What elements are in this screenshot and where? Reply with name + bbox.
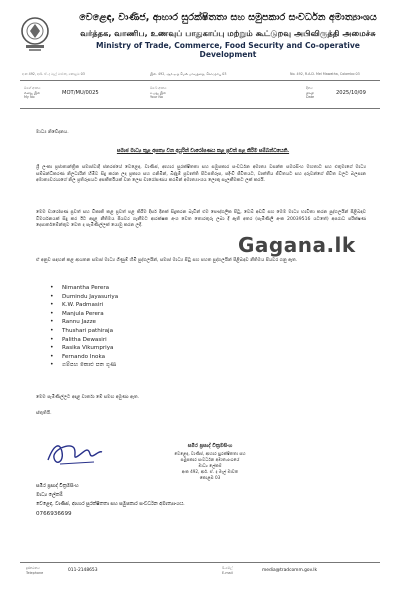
ministry-name-english: Ministry of Trade, Commerce, Food Security and Co-operative Development — [96, 41, 360, 59]
footer-divider — [20, 562, 380, 563]
header-divider — [20, 80, 380, 81]
regards: ස්තුතියි. — [36, 411, 52, 416]
list-item: • K.W. Padmasiri — [50, 301, 250, 310]
my-no-label: මගේ අංකය எனது இல My No — [24, 86, 41, 99]
ministry-name-sinhala: වෙළෙඳ, වාණිජ, ආහාර සුරක්ෂිතතා සහ සමුපකාර සංවර්ධන අමාත්‍යාංශය — [79, 12, 377, 23]
list-item: • Thushari pathiraja — [50, 327, 250, 336]
reference-row — [0, 85, 400, 107]
address-english: No. 492, R.A.D. Mel Mawatha, Colombo 03 — [290, 72, 360, 76]
letter-subject: සමාජ මාධ්‍ය තුළ අසත්‍ය වන අයුරින් චාරෝපණය කළ ප්‍රවත් පළ කිරීම සම්බන්ධයෙනි. — [116, 149, 290, 154]
list-item: • Nimantha Perera — [50, 284, 250, 293]
names-list — [50, 284, 250, 370]
list-item: • Palitha Dewasiri — [50, 336, 250, 345]
closing-line: මෙම පැමිණිල්ලට අදාළ වාර්තා මේ සමඟ අමුණා ඇත. — [36, 395, 140, 400]
handwritten-signature — [44, 438, 104, 470]
salutation: මාධ්‍ය නිවේදනය. — [36, 130, 69, 135]
date-value: 2025/10/09 — [336, 90, 366, 96]
list-item: • Dumindu Jayasuriya — [50, 293, 250, 302]
my-no-value: MOT/MU/0025 — [62, 90, 99, 96]
address-sinhala: අංක 492, ආර්. ඒ. ද මැල් මාවත, කොළඹ 03 — [22, 72, 85, 76]
list-item: • Manjula Perera — [50, 310, 250, 319]
telephone-value: 011-2148653 — [68, 568, 98, 573]
reference-divider — [20, 108, 380, 109]
letterhead — [0, 8, 400, 70]
address-tamil: இல. 492, ஆர்.ஏ.த மெல் மாவத்தை, கொழும்பு 03 — [150, 72, 227, 76]
signatory-ministry: වෙළෙඳ, වාණිජ, ආහාර සුරක්ෂිතතා සහ සමුපකාර සංවර්ධන අමාත්‍යාංශය. — [36, 502, 185, 507]
ministry-name-tamil: வர்த்தக, வாணிப, உணவுப் பாதுகாப்பு மற்றும் கூட்டுறவு அபிவிருத்தி அமைச்சு — [80, 28, 376, 38]
date-label: දිනය திகதி Date — [306, 86, 315, 99]
state-emblem-icon — [18, 14, 52, 54]
paragraph-3: ඒ අනුව සඳහන් කළ ආයතන සමාජ මාධ්‍ය ගිණුම් හිමි පුද්ගලයින්, සමාජ මාධ්‍ය පිටු සහ පහත පුද්ගලයින් පිළිබඳව නීතිමය පියවර ගනු ඇත. — [36, 258, 298, 263]
telephone-label: දුරකථනය Telephone — [26, 566, 44, 575]
list-item: • ගම්පහ කොළු පත ගුණ — [50, 361, 250, 370]
email-value: media@tradcomm.gov.lk — [262, 568, 318, 573]
list-item: • Fernando Inoka — [50, 353, 250, 362]
list-item: • Rannu Jazze — [50, 318, 250, 327]
signatory-phone: 0766936699 — [36, 511, 72, 517]
signatory-name: සමිර ප්‍රසාද් වික්‍රමසිංහ — [36, 484, 79, 489]
list-item: • Rasika Vikumpriya — [50, 344, 250, 353]
letter-page: වෙළෙඳ, වාණිජ, ආහාර සුරක්ෂිතතා සහ සමුපකාර සංවර්ධන අමාත්‍යාංශය வர்த்தக, வாணிப, உணவுப் பாதுகாப்பு மற்றும் கூட்டுறவு அபிவிருத்தி அமைச்சு Ministry of Trade, Commerce, Food Security and Co-operative Development අංක 492, ආර්. ඒ. ද මැල් මාවත, කොළඹ 03 இல. 492, ஆர்.ஏ.த மெல் மாவத்தை, கொழும்பு 03 No. 492, R.A.D. Mel Mawatha, Colombo 03 මගේ අංකය எனது இல My No MOT/MU/0025 ඔබේ අංකය உமது இல Your No දිනය திகதி Date 2025/10/09 මාධ්‍ය නිවේදනය. සමාජ මාධ්‍ය තුළ අසත්‍ය වන අයුරින් චාරෝපණය කළ ප්‍රවත් පළ කිරීම සම්බන්ධයෙනි. ශ්‍රී ලංකා ප්‍රජාතාන්ත්‍රික සමාජවාදී ජනරජයේ වෙළෙඳ, වාණිජ, ආහාර සුරක්ෂිතතා සහ සමුපකාර සංවර්ධන අමාත්‍ය වසන්ත සමරසිංහ මහතාට සහ එතුමාගේ මාධ්‍ය සම්බන්ධීකරණ නිලධාරීන් හිමිව සිදු කරන ලද ප්‍රකාශ සහ ගනිමින්, බිද්දුම් ප්‍රවෘත්ති පිටපතිරූප, පදිංචි ජීවිතයට, වෘත්තීය ජීවිතයට සහ දරුවන්ගේ ජීවිත වලට බලපාන අමාත්‍යවරයාගේ නිල ප්‍රතිරූපයට අපකීර්තියක් වන ලෙස චාරෝපණය කරමින් අමාත්‍යාංශය ලොකු සැලකීමකට ලක් කරයි. මෙම චාරෝපණ ප්‍රවත් සහ විකෘති කළ ප්‍රවත් පළ කිරීම දීර්ඝ දිනක් සිදුකරන බැවින් එම පෞද්ගලික පිටු, වෙබ් අඩවි සහ මෙම මාධ්‍ය භාවිතා කරන පුද්ගලයින් පිළිබඳව විමර්ශනයක් සිදු කර ඊට අදාළ නීතිමය පියවර ගැනීමට ආරක්ෂක අංශ වෙත තොරතුරු ලබා දී ඇති අතර (පැමිණිලි අංක 20039516 යටතේ) අපරාධ පරීක්ෂණ දෙපාර්තමේන්තුව වෙත ද පැමිණිල්ලක් යොමු කරන ලදී. ඒ අනුව සඳහන් කළ ආයතන සමාජ මාධ්‍ය ගිණුම් හිමි පුද්ගලයින්, සමාජ මාධ්‍ය පිටු සහ පහත පුද්ගලයින් පිළිබඳව නීතිමය පියවර ගනු ඇත. Gagana.lk • Nimantha Perera • Dumindu Jayasuriya • K.W. Padmasiri • Manjula Perera • Rannu Jazze • Thushari pathiraja • Palitha Dewasiri • Rasika Vikumpriya • Fernando Inoka • ගම්පහ කොළු පත ගුණ මෙම පැමිණිල්ලට අදාළ වාර්තා මේ සමඟ අමුණා ඇත. ස්තුතියි. සමිර ප්‍රසාද් වික්‍රමසිංහ වෙළෙඳ, වාණිජ, ආහාර සුරක්ෂිතතා සහ සමුපකාර සංවර්ධන අමාත්‍යාංශයේ මාධ්‍ය ලේකම් අංක 492, ආර්. ඒ. ද මැල් මාවත කොළඹ 03 සමිර ප්‍රසාද් වික්‍රමසිංහ මාධ්‍ය ලේකම් වෙළෙඳ, වාණිජ, ආහාර සුරක්ෂිතතා සහ සමුපකාර සංවර්ධන අමාත්‍යාංශය. 0766936699 දුරකථනය Telephone 011-2148653 ඊ-මේල් E-mail media@tradcomm.gov.lk — [0, 0, 400, 600]
your-no-label: ඔබේ අංකය உமது இல Your No — [150, 86, 167, 99]
signatory-title: මාධ්‍ය ලේකම් — [36, 493, 63, 498]
paragraph-2: මෙම චාරෝපණ ප්‍රවත් සහ විකෘති කළ ප්‍රවත් පළ කිරීම දීර්ඝ දිනක් සිදුකරන බැවින් එම පෞද්ගලික පිටු, වෙබ් අඩවි සහ මෙම මාධ්‍ය භාවිතා කරන පුද්ගලයින් පිළිබඳව විමර්ශනයක් සිදු කර ඊට අදාළ නීතිමය පියවර ගැනීමට ආරක්ෂක අංශ වෙත තොරතුරු ලබා දී ඇති අතර (පැමිණිලි අංක 20039516 යටතේ) අපරාධ පරීක්ෂණ දෙපාර්තමේන්තුව වෙත ද පැමිණිල්ලක් යොමු කරන ලදී. — [36, 210, 366, 229]
email-label: ඊ-මේල් E-mail — [222, 566, 233, 575]
watermark: Gagana.lk — [238, 233, 356, 257]
paragraph-1: ශ්‍රී ලංකා ප්‍රජාතාන්ත්‍රික සමාජවාදී ජනරජයේ වෙළෙඳ, වාණිජ, ආහාර සුරක්ෂිතතා සහ සමුපකාර සංවර්ධන අමාත්‍ය වසන්ත සමරසිංහ මහතාට සහ එතුමාගේ මාධ්‍ය සම්බන්ධීකරණ නිලධාරීන් හිමිව සිදු කරන ලද ප්‍රකාශ සහ ගනිමින්, බිද්දුම් ප්‍රවෘත්ති පිටපතිරූප, පදිංචි ජීවිතයට, වෘත්තීය ජීවිතයට සහ දරුවන්ගේ ජීවිත වලට බලපාන අමාත්‍යවරයාගේ නිල ප්‍රතිරූපයට අපකීර්තියක් වන ලෙස චාරෝපණය කරමින් අමාත්‍යාංශය ලොකු සැලකීමකට ලක් කරයි. — [36, 165, 366, 184]
